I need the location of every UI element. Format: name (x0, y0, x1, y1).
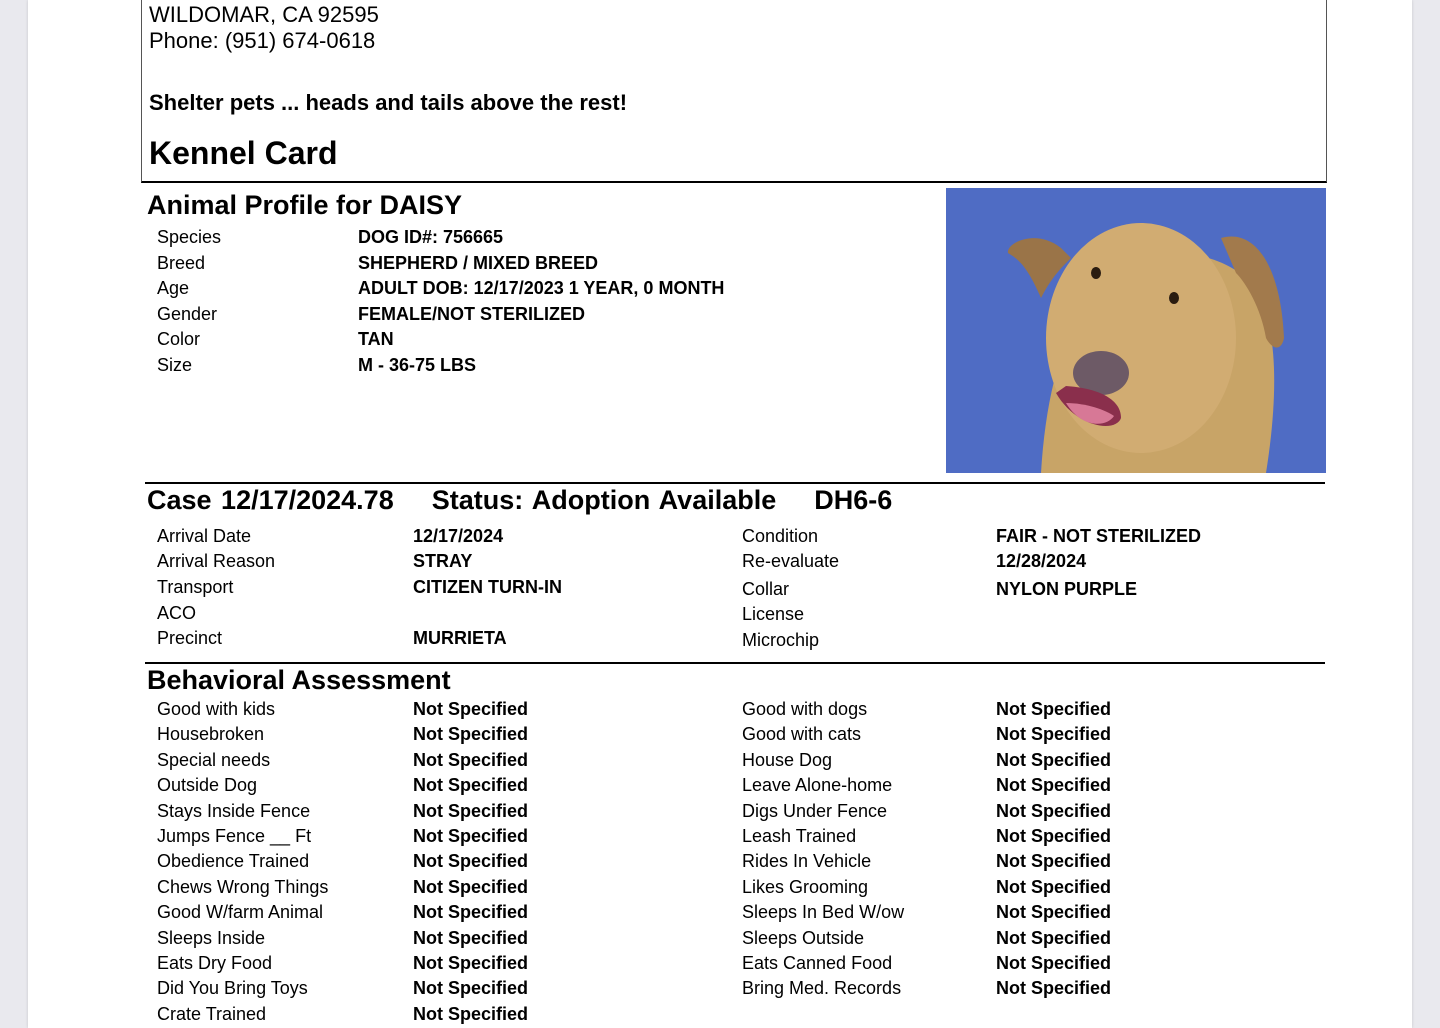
field-value: Not Specified (413, 800, 529, 821)
field-value: Not Specified (996, 775, 1112, 796)
field-label: Arrival Reason (157, 551, 276, 571)
field-value: Not Specified (413, 902, 529, 923)
field-label: Eats Dry Food (157, 953, 273, 973)
field-label: Chews Wrong Things (157, 876, 329, 897)
field-label: Jumps Fence __ Ft (157, 826, 312, 846)
field-label: Microchip (742, 630, 820, 650)
field-value: Not Specified (413, 927, 529, 948)
field-value: MURRIETA (413, 628, 507, 648)
field-label: Sleeps Outside (742, 927, 865, 948)
field-value: Not Specified (996, 749, 1112, 770)
field-label: Species (157, 227, 222, 247)
field-value: FAIR - NOT STERILIZED (996, 526, 1201, 546)
field-label: Arrival Date (157, 526, 252, 546)
profile-title: Animal Profile for DAISY (147, 190, 463, 220)
shelter-tagline: Shelter pets ... heads and tails above the rest! (149, 90, 628, 115)
field-value: Not Specified (413, 749, 529, 770)
field-label: License (742, 604, 805, 624)
field-value: STRAY (413, 551, 473, 571)
field-label: ACO (157, 603, 197, 623)
field-label: Condition (742, 526, 819, 546)
field-value: FEMALE/NOT STERILIZED (358, 303, 585, 324)
field-label: Did You Bring Toys (157, 978, 308, 999)
field-label: Sleeps Inside (157, 927, 266, 948)
field-label: Good W/farm Animal (157, 902, 324, 923)
field-value: Not Specified (413, 724, 529, 745)
field-value: Not Specified (996, 927, 1112, 948)
kennel-card-title: Kennel Card (149, 135, 338, 171)
field-value: Not Specified (996, 724, 1112, 745)
field-value: 12/17/2024 (413, 526, 504, 546)
kennel-card-page (28, 0, 1412, 1028)
field-value: M - 36-75 LBS (358, 354, 477, 375)
field-label: Special needs (157, 749, 271, 770)
field-label: Housebroken (157, 724, 265, 745)
field-value: Not Specified (996, 826, 1112, 846)
field-value: Not Specified (413, 775, 529, 796)
shelter-city: WILDOMAR, CA 92595 (149, 2, 379, 27)
field-label: Good with dogs (742, 699, 868, 719)
field-value: ADULT DOB: 12/17/2023 1 YEAR, 0 MONTH (358, 278, 725, 298)
field-value: 12/28/2024 (996, 551, 1087, 571)
field-label: Collar (742, 579, 790, 599)
field-value: Not Specified (413, 851, 529, 872)
field-value: Not Specified (413, 876, 529, 897)
field-value: Not Specified (996, 851, 1112, 872)
field-value: Not Specified (996, 978, 1112, 999)
divider-case (145, 482, 1325, 484)
field-label: Size (157, 354, 193, 375)
field-label: Bring Med. Records (742, 978, 902, 999)
field-value: Not Specified (996, 699, 1112, 719)
divider-behavior (145, 662, 1325, 664)
field-label: Leave Alone-home (742, 775, 893, 796)
field-value: Not Specified (413, 699, 529, 719)
field-label: Sleeps In Bed W/ow (742, 902, 905, 923)
field-label: Stays Inside Fence (157, 800, 311, 821)
field-value: CITIZEN TURN-IN (413, 577, 562, 597)
field-value: DOG ID#: 756665 (358, 227, 504, 247)
field-value: Not Specified (996, 902, 1112, 923)
field-label: Transport (157, 577, 234, 597)
field-value: Not Specified (996, 953, 1112, 973)
field-value: Not Specified (996, 800, 1112, 821)
field-value: Not Specified (996, 876, 1112, 897)
field-value: TAN (358, 329, 394, 349)
field-label: Likes Grooming (742, 876, 869, 897)
field-label: Good with kids (157, 699, 276, 719)
behavior-title: Behavioral Assessment (147, 665, 451, 695)
shelter-phone: Phone: (951) 674-0618 (149, 28, 376, 53)
field-value: NYLON PURPLE (996, 579, 1138, 599)
field-label: House Dog (742, 749, 833, 770)
field-label: Obedience Trained (157, 851, 310, 872)
field-label: Good with cats (742, 724, 862, 745)
field-label: Eats Canned Food (742, 953, 893, 973)
field-value: Not Specified (413, 953, 529, 973)
dog-illustration (946, 188, 1326, 473)
field-label: Gender (157, 303, 218, 324)
field-value: Not Specified (413, 1003, 529, 1024)
field-label: Digs Under Fence (742, 800, 888, 821)
field-value: Not Specified (413, 978, 529, 999)
field-value: SHEPHERD / MIXED BREED (358, 252, 599, 273)
dog-photo (946, 188, 1326, 473)
field-value: Not Specified (413, 826, 529, 846)
field-label: Breed (157, 252, 206, 273)
field-label: Age (157, 278, 190, 298)
field-label: Re-evaluate (742, 551, 840, 571)
field-label: Leash Trained (742, 826, 857, 846)
field-label: Color (157, 329, 201, 349)
field-label: Outside Dog (157, 775, 258, 796)
field-label: Precinct (157, 628, 223, 648)
field-label: Rides In Vehicle (742, 851, 872, 872)
field-label: Crate Trained (157, 1003, 267, 1024)
case-title: Case 12/17/2024.78 Status: Adoption Available DH6-6 (147, 485, 893, 515)
